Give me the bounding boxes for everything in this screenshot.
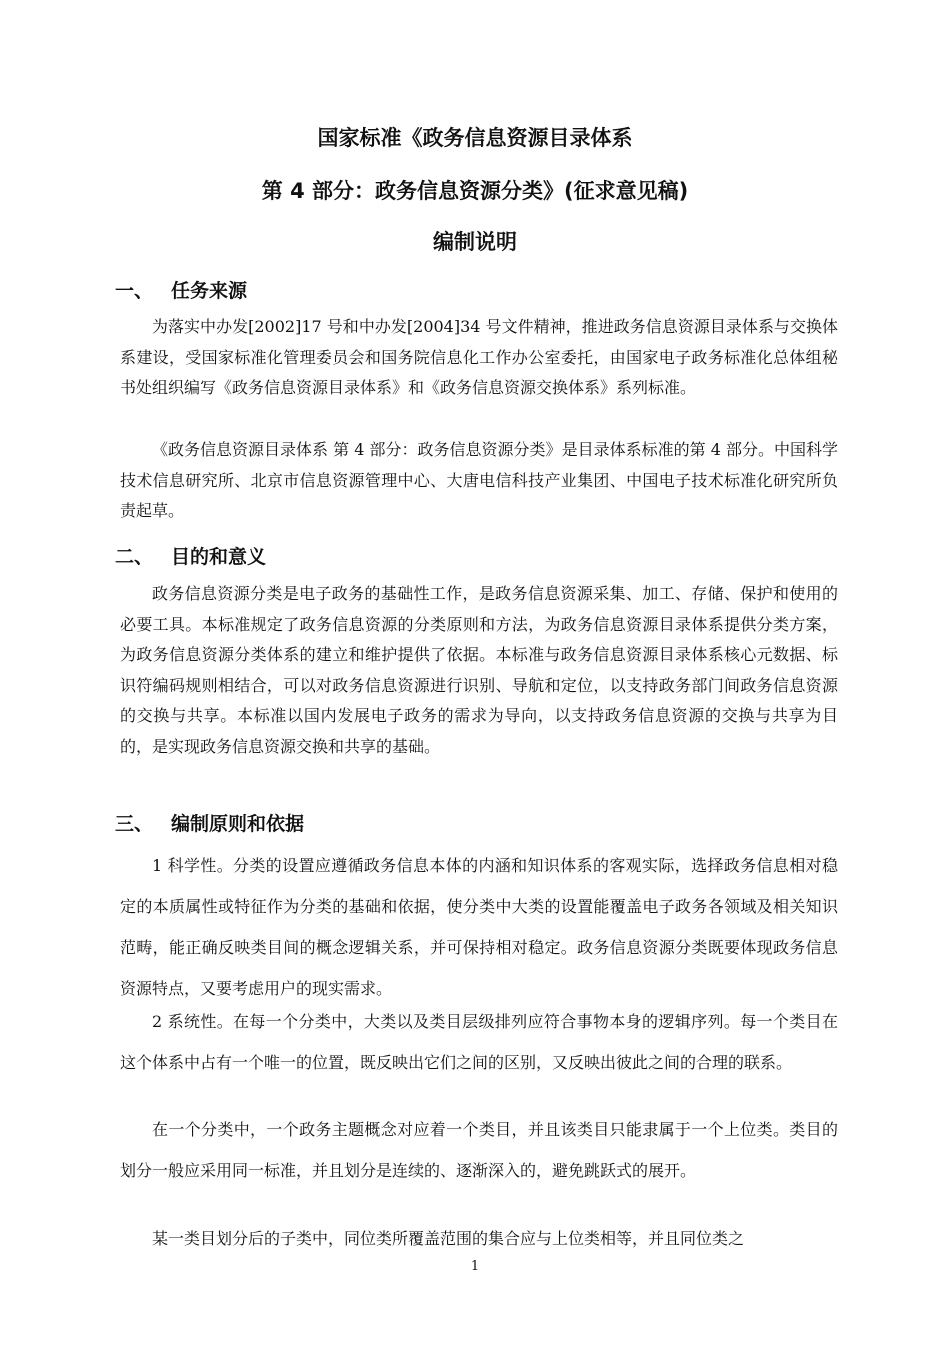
section-heading-principles xyxy=(115,809,304,836)
document-title-line-3: 编制说明 xyxy=(433,230,517,254)
paragraph: 在一个分类中，一个政务主题概念对应着一个类目，并且该类目只能隶属于一个上位类。类目的划分一般应采用同一标准，并且划分是连续的、逐渐深入的，避免跳跃式的展开。 xyxy=(120,1120,838,1180)
section-number: 一、 xyxy=(115,280,154,302)
paragraph: 《政务信息资源目录体系 第 4 部分：政务信息资源分类》是目录体系标准的第 4 部分。中国科学技术信息研究所、北京市信息资源管理中心、大唐电信科技产业集团、中国电子技术标准化研究所负责起草。 xyxy=(120,440,838,520)
section-title: 编制原则和依据 xyxy=(171,813,305,835)
paragraph: 政务信息资源分类是电子政务的基础性工作，是政务信息资源采集、加工、存储、保护和使用的必要工具。本标准规定了政务信息资源的分类原则和方法，为政务信息资源目录体系提供分类方案，为政务信息资源分类体系的建立和维护提供了依据。本标准与政务信息资源目录体系核心元数据、标识符编码规则相结合，可以对政务信息资源进行识别、导航和定位，以支持政务部门间政务信息资源的交换与共享。本标准以国内发展电子政务的需求为导向，以支持政务信息资源的交换与共享为目的，是实现政务信息资源交换和共享的基础。 xyxy=(120,584,838,756)
section-title: 任务来源 xyxy=(171,280,248,302)
section-heading-task-source xyxy=(115,276,247,303)
document-title-line-1: 国家标准《政务信息资源目录体系 xyxy=(317,126,633,150)
paragraph: 某一类目划分后的子类中，同位类所覆盖范围的集合应与上位类相等，并且同位类之 xyxy=(152,1229,745,1248)
paragraph: 为落实中办发[2002]17 号和中办发[2004]34 号文件精神，推进政务信息资源目录体系与交换体系建设，受国家标准化管理委员会和国务院信息化工作办公室委托，由国家电子政务标准化总体组秘书处组织编写《政务信息资源目录体系》和《政务信息资源交换体系》系列标准。 xyxy=(120,317,838,397)
section-heading-purpose xyxy=(115,542,266,569)
document-title-line-2: 第 4 部分：政务信息资源分类》(征求意见稿) xyxy=(261,179,689,203)
paragraph: 1 科学性。分类的设置应遵循政务信息本体的内涵和知识体系的客观实际，选择政务信息相对稳定的本质属性或特征作为分类的基础和依据，使分类中大类的设置能覆盖电子政务各领域及相关知识范畴，能正确反映类目间的概念逻辑关系，并可保持相对稳定。政务信息资源分类既要体现政务信息资源特点，又要考虑用户的现实需求。 xyxy=(120,856,838,998)
paragraph: 2 系统性。在每一个分类中，大类以及类目层级排列应符合事物本身的逻辑序列。每一个类目在这个体系中占有一个唯一的位置，既反映出它们之间的区别，又反映出彼此之间的合理的联系。 xyxy=(120,1012,838,1072)
page-number: 1 xyxy=(470,1259,480,1274)
section-title: 目的和意义 xyxy=(171,546,267,568)
section-number: 二、 xyxy=(115,546,154,568)
section-number: 三、 xyxy=(115,813,154,835)
